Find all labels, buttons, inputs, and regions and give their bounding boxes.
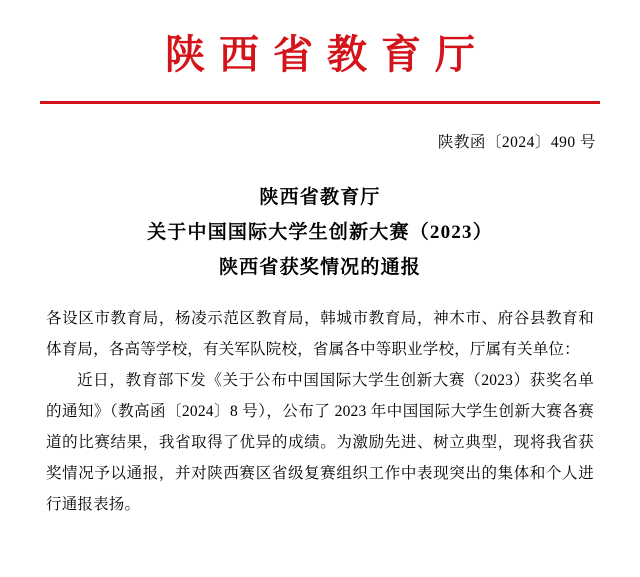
document-title-block xyxy=(0,180,640,285)
document-number-row xyxy=(0,130,640,152)
issuing-authority-title: 陕西省教育厅 xyxy=(165,32,489,77)
document-body xyxy=(0,303,640,520)
document-number: 陕教函〔2024〕490 号 xyxy=(437,134,596,151)
masthead xyxy=(0,0,640,104)
masthead-divider xyxy=(40,101,600,104)
recipients-paragraph: 各设区市教育局，杨凌示范区教育局，韩城市教育局，神木市、府谷县教育和体育局，各高等学校，有关军队院校，省属各中等职业学校，厅属有关单位： xyxy=(46,310,594,359)
document-title-line-3: 陕西省获奖情况的通报 xyxy=(218,257,421,279)
document-title-line-2: 关于中国国际大学生创新大赛（2023） xyxy=(147,222,493,244)
body-paragraph-1: 近日，教育部下发《关于公布中国国际大学生创新大赛（2023）获奖名单的通知》（教高函〔2024〕8 号），公布了 2023 年中国国际大学生创新大赛各赛道的比赛结果，我省取得了优异的成绩。为激励先进、树立典型，现将我省获奖情况予以通报，并对陕西赛区省级复赛组织工作中表现突出的集体和个人进行通报表扬。 xyxy=(46,372,594,514)
document-title-line-1: 陕西省教育厅 xyxy=(259,187,381,208)
